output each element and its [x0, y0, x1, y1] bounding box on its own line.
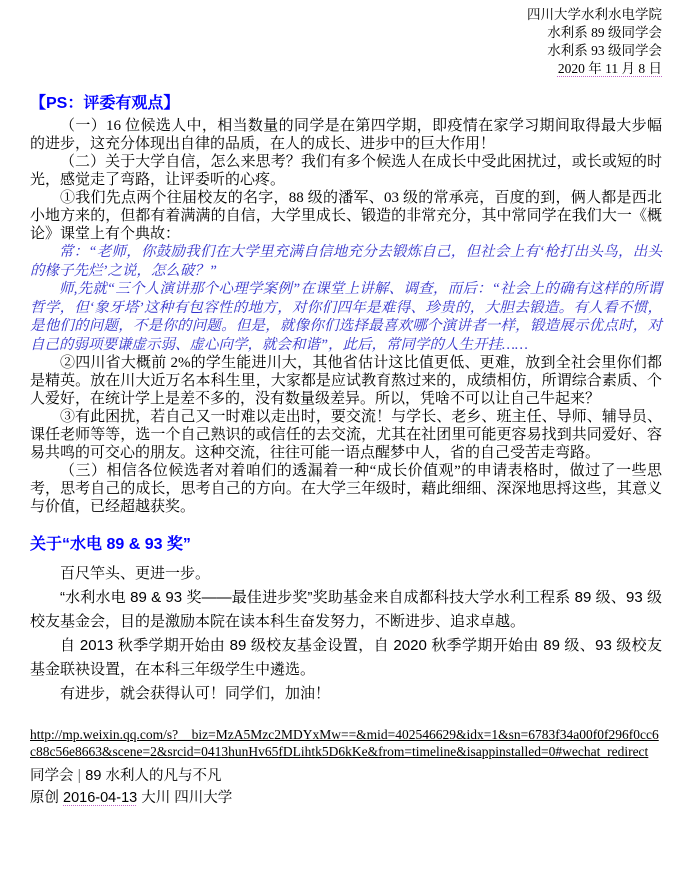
- source-date: 2016-04-13: [63, 790, 138, 806]
- header-college-line: 四川大学水利水电学院: [527, 7, 662, 22]
- pipe-separator: |: [77, 768, 82, 784]
- comment-paragraph-5: ③有此困扰，若自己又一时难以走出时，要交流！与学长、老乡、班主任、导师、辅导员、课任老师等等，选一个自己熟识的或信任的去交流，尤其在社团里可能更容易找到共同爱好、容易共鸣的可交心的朋友。这种交流，往往可能一语点醒梦中人，省的自己受苦走弯路。: [30, 409, 662, 461]
- award-paragraph-4: 有进步，就会获得认可！同学们，加油！: [60, 685, 331, 702]
- quote-student-paragraph: 常：“老师，你鼓励我们在大学里充满自信地充分去锻炼自己，但社会上有‘枪打出头鸟，出头的椽子先烂’之说，怎么破？”: [30, 244, 662, 279]
- source-author: 大川 四川大学: [137, 790, 233, 806]
- comment-paragraph-4: ②四川省大概前 2%的学生能进川大，其他省估计这比值更低、更难，放到全社会里你们都是精英。放在川大近万名本科生里，大家都是应试教育熬过来的，成绩相仿，所谓综合素质、个人爱好，在统计学上是差不多的，没有数量级差异。所以，凭啥不可以让自己牛起来？: [30, 355, 662, 407]
- original-label: 原创: [30, 790, 64, 806]
- comment-paragraph-6: （三）相信各位候选者对着咱们的透漏着一种“成长价值观”的申请表格时，做过了一些思考，思考自己的成长，思考自己的方向。在大学三年级时，藉此细细、深深地思捋这些，其意义与价值，已经超越获奖。: [30, 463, 662, 515]
- article-source-name: 同学会: [30, 768, 74, 784]
- award-heading: 关于“水电 89 & 93 奖”: [30, 536, 191, 553]
- award-paragraph-1: 百尺竿头、更进一步。: [60, 565, 211, 582]
- award-paragraph-2: “水利水电 89 & 93 奖——最佳进步奖”奖助基金来自成都科技大学水利工程系 89 级、93 级校友基金会，目的是激励本院在读本科生奋发努力，不断进步、追求卓越。: [30, 589, 662, 630]
- url-line: [30, 726, 662, 760]
- wechat-article-link[interactable]: http://mp.weixin.qq.com/s?__biz=MzA5Mzc2MDYxMw==&mid=402546629&idx=1&sn=6783f34a00f0f296f0cc6c88c56e8663&scene=2&srcid=0413hunHv65fDLihtk5D6kKe&from=timeline&isappinstalled=0#wechat_redirect: [30, 727, 659, 759]
- comment-paragraph-1: （一）16 位候选人中，相当数量的同学是在第四学期，即疫情在家学习期间取得最大步幅的进步，这充分体现出自律的品质，在人的成长、进步中的巨大作用！: [30, 118, 662, 152]
- comment-paragraph-2: （二）关于大学自信，怎么来思考？我们有多个候选人在成长中受此困扰过，或长或短的时光，感觉走了弯路，让评委听的心疼。: [30, 154, 662, 188]
- header-class93-line: 水利系 93 级同学会: [547, 43, 662, 58]
- doc-footer: [30, 726, 662, 809]
- quote-teacher-paragraph: 师,先就“三个人演讲那个心理学案例”在课堂上讲解、调查，而后：“社会上的确有这样的所谓哲学，但‘象牙塔’这种有包容性的地方，对你们四年是难得、珍贵的，大胆去锻造。有人看不惯，是他们的问题，不是你的问题。但是，就像你们选择最喜欢哪个演讲者一样，锻造展示优点时，对自己的弱项要谦虚示弱、虚心向学，就会和谐”，此后，常同学的人生开挂……: [30, 281, 662, 353]
- header-class89-line: 水利系 89 级同学会: [547, 25, 662, 40]
- article-title-line: [30, 765, 662, 787]
- source-line: [30, 787, 662, 809]
- doc-header: [30, 6, 662, 78]
- header-date-line: [30, 60, 662, 78]
- award-paragraph-3: 自 2013 秋季学期开始由 89 级校友基金设置，自 2020 秋季学期开始由 89 级、93 级校友基金联袂设置，在本科三年级学生中遴选。: [30, 637, 662, 678]
- comment-paragraph-3: ①我们先点两个往届校友的名字，88 级的潘军、03 级的常承亮，百度的到，俩人都是西北小地方来的，但都有着满满的自信，大学里成长、锻造的非常充分，其中常同学在我们大一《概论》课堂上有个典故：: [30, 190, 662, 242]
- article-title: 89 水利人的凡与不凡: [85, 768, 222, 784]
- header-date: 2020 年 11 月 8 日: [557, 61, 662, 76]
- ps-comments-heading: 【PS：评委有观点】: [30, 95, 180, 112]
